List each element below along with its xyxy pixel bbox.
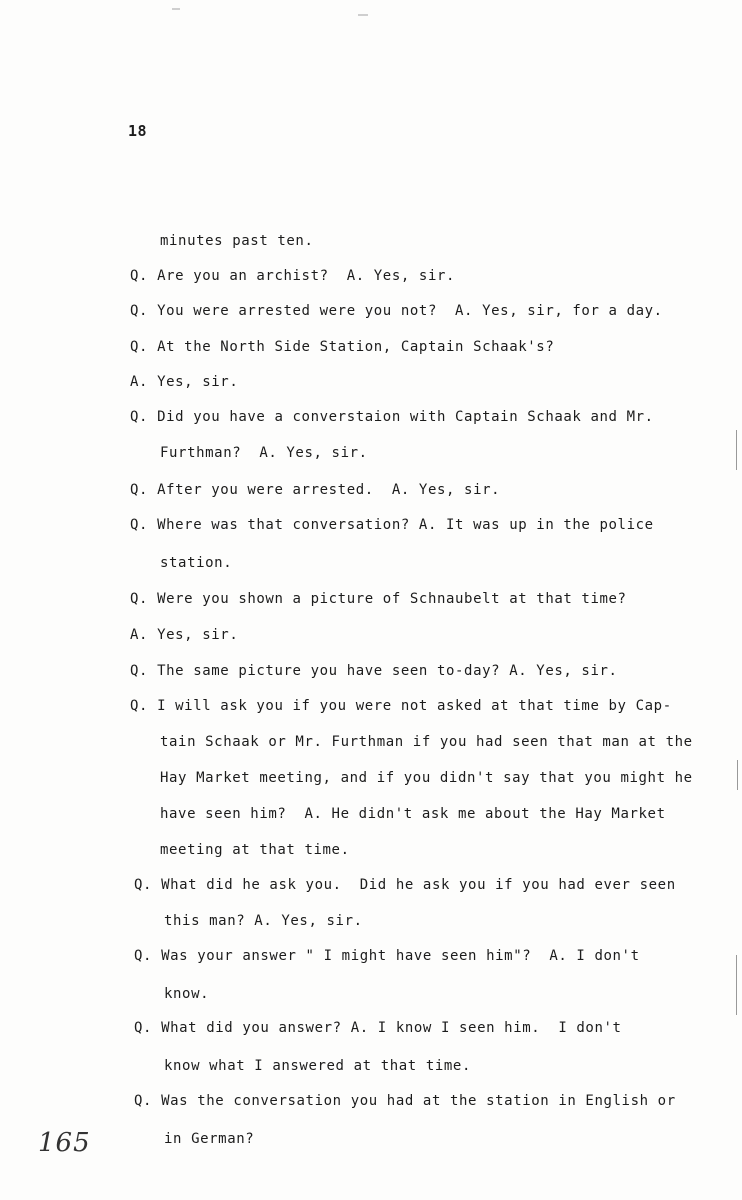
transcript-line: this man? A. Yes, sir. (164, 913, 363, 929)
transcript-line: Q. Were you shown a picture of Schnaubelt at that time? (130, 591, 627, 607)
transcript-line: Q. I will ask you if you were not asked at that time by Cap- (130, 698, 672, 714)
scan-edge-mark (736, 955, 737, 1015)
transcript-line: Q. Was the conversation you had at the station in English or (134, 1093, 676, 1109)
transcript-line: know what I answered at that time. (164, 1058, 471, 1074)
transcript-line: meeting at that time. (160, 842, 350, 858)
scan-edge-mark (736, 430, 737, 470)
transcript-line: know. (164, 986, 210, 1002)
transcript-line: Q. You were arrested were you not? A. Yes, sir, for a day. (130, 303, 663, 319)
transcript-line: Q. The same picture you have seen to-day? A. Yes, sir. (130, 663, 618, 679)
transcript-line: Q. After you were arrested. A. Yes, sir. (130, 482, 501, 498)
transcript-line: have seen him? A. He didn't ask me about the Hay Market (160, 806, 666, 822)
page-number: 18 (128, 122, 148, 140)
transcript-line: Q. What did he ask you. Did he ask you if you had ever seen (134, 877, 676, 893)
transcript-line: minutes past ten. (160, 233, 314, 249)
transcript-line: in German? (164, 1131, 255, 1147)
transcript-line: Q. At the North Side Station, Captain Schaak's? (130, 339, 555, 355)
transcript-line: Q. Was your answer " I might have seen him"? A. I don't (134, 948, 640, 964)
transcript-line: A. Yes, sir. (130, 627, 239, 643)
transcript-line: Q. What did you answer? A. I know I seen him. I don't (134, 1020, 622, 1036)
transcript-line: A. Yes, sir. (130, 374, 239, 390)
transcript-line: Hay Market meeting, and if you didn't say that you might he (160, 770, 693, 786)
transcript-line: tain Schaak or Mr. Furthman if you had seen that man at the (160, 734, 693, 750)
transcript-line: station. (160, 555, 233, 571)
scan-smudge (172, 8, 180, 10)
transcript-line: Q. Did you have a converstaion with Captain Schaak and Mr. (130, 409, 654, 425)
transcript-line: Q. Are you an archist? A. Yes, sir. (130, 268, 456, 284)
handwritten-margin-note: 165 (38, 1128, 91, 1158)
scan-smudge (358, 14, 368, 16)
transcript-line: Q. Where was that conversation? A. It was up in the police (130, 517, 654, 533)
transcript-line: Furthman? A. Yes, sir. (160, 445, 368, 461)
scan-edge-mark (737, 760, 738, 790)
